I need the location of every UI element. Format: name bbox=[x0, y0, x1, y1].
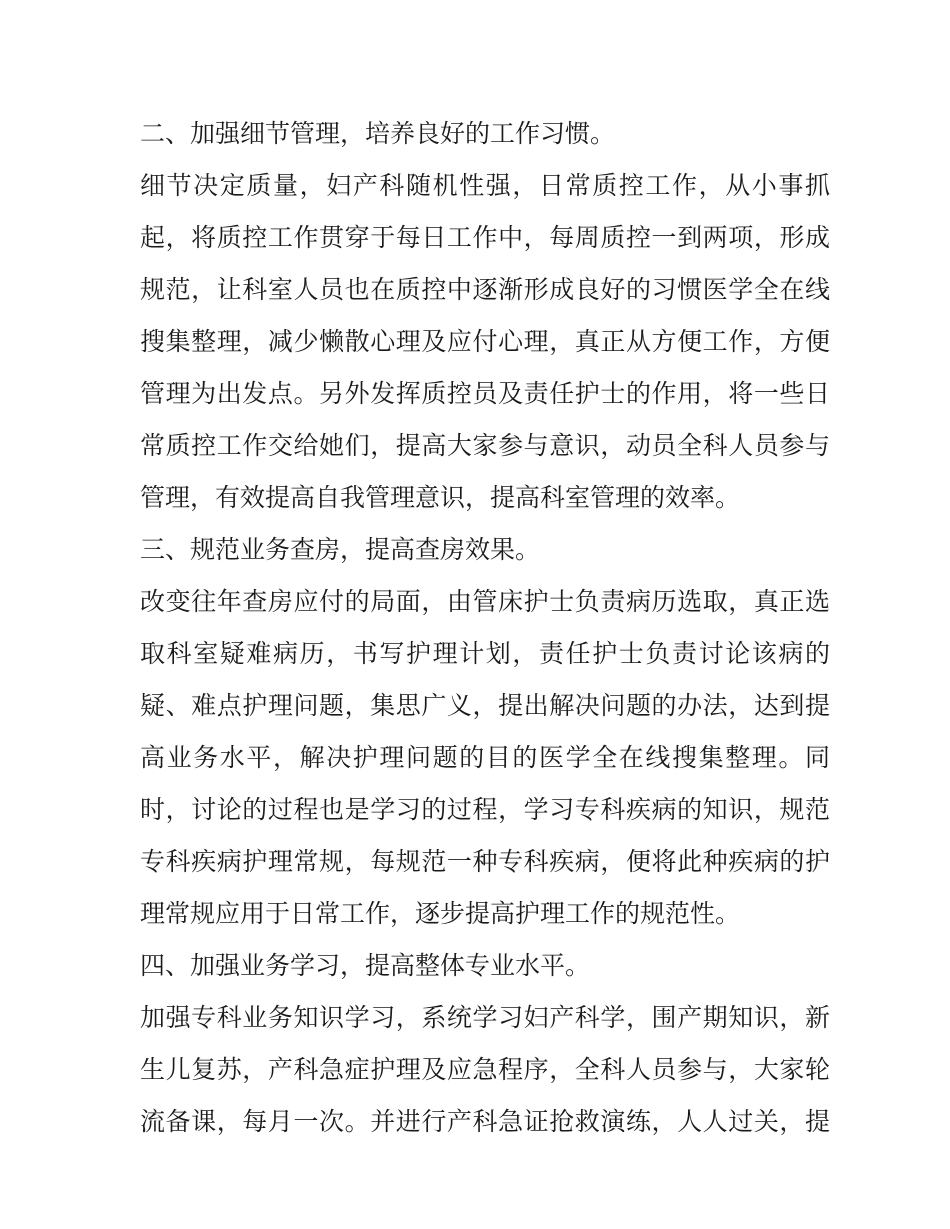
paragraph-line: 加强专科业务知识学习，系统学习妇产科学，围产期知识，新 bbox=[140, 1003, 830, 1032]
paragraph-line: 细节决定质量，妇产科随机性强，日常质控工作，从小事抓 bbox=[140, 171, 830, 200]
section-heading-3: 三、规范业务查房，提高查房效果。 bbox=[140, 535, 541, 564]
paragraph-line: 搜集整理，减少懒散心理及应付心理，真正从方便工作，方便 bbox=[140, 327, 830, 356]
paragraph-line: 取科室疑难病历，书写护理计划，责任护士负责讨论该病的 bbox=[140, 639, 830, 668]
section-heading-2: 二、加强细节管理，培养良好的工作习惯。 bbox=[140, 119, 616, 148]
paragraph-line: 时，讨论的过程也是学习的过程，学习专科疾病的知识，规范 bbox=[140, 795, 830, 824]
paragraph-line: 生儿复苏，产科急症护理及应急程序，全科人员参与，大家轮 bbox=[140, 1055, 830, 1084]
paragraph-line: 理常规应用于日常工作，逐步提高护理工作的规范性。 bbox=[140, 899, 741, 928]
section-heading-4: 四、加强业务学习，提高整体专业水平。 bbox=[140, 951, 591, 980]
paragraph-line: 起，将质控工作贯穿于每日工作中，每周质控一到两项，形成 bbox=[140, 223, 830, 252]
document-body bbox=[140, 108, 830, 1148]
paragraph-line: 常质控工作交给她们，提高大家参与意识，动员全科人员参与 bbox=[140, 431, 830, 460]
paragraph-line: 疑、难点护理问题，集思广义，提出解决问题的办法，达到提 bbox=[140, 691, 830, 720]
paragraph-line: 管理为出发点。另外发挥质控员及责任护士的作用，将一些日 bbox=[140, 379, 830, 408]
paragraph-line: 管理，有效提高自我管理意识，提高科室管理的效率。 bbox=[140, 483, 741, 512]
paragraph-line: 规范，让科室人员也在质控中逐渐形成良好的习惯医学全在线 bbox=[140, 275, 830, 304]
paragraph-line: 流备课，每月一次。并进行产科急证抢救演练，人人过关，提 bbox=[140, 1107, 830, 1136]
paragraph-line: 高业务水平，解决护理问题的目的医学全在线搜集整理。同 bbox=[140, 743, 830, 772]
paragraph-line: 改变往年查房应付的局面，由管床护士负责病历选取，真正选 bbox=[140, 587, 830, 616]
paragraph-line: 专科疾病护理常规，每规范一种专科疾病，便将此种疾病的护 bbox=[140, 847, 830, 876]
